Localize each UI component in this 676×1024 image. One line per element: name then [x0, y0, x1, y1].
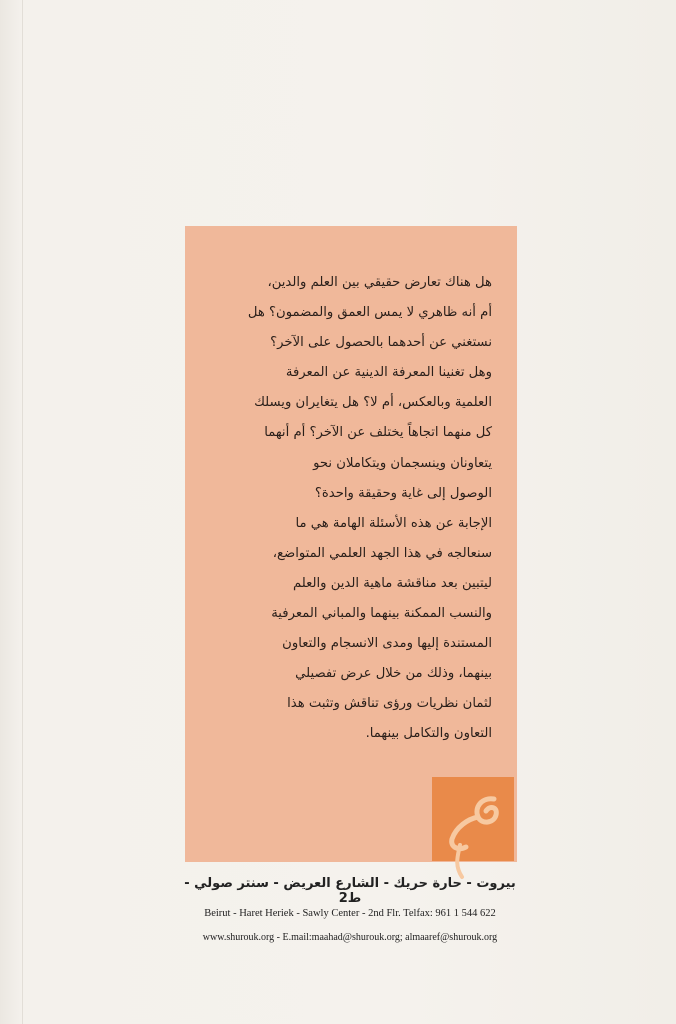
- blurb-line: وهل تغنينا المعرفة الدينية عن المعرفة: [285, 365, 492, 381]
- contact-line: www.shurouk.org - E.mail:maahad@shurouk.org; almaaref@shurouk.org: [202, 932, 498, 943]
- blurb-line: كل منهما اتجاهاً يختلف عن الآخر؟ أم أنهما: [264, 425, 492, 441]
- blurb-line: أم أنه ظاهري لا يمس العمق والمضمون؟ هل: [247, 305, 492, 321]
- blurb-line: والنسب الممكنة بينهما والمباني المعرفية: [271, 606, 492, 622]
- address-arabic: بيروت - حارة حريك - الشارع العريض - سنتر صولي - ط2: [184, 876, 516, 906]
- blurb-line: ليتبين بعد مناقشة ماهية الدين والعلم: [292, 575, 492, 591]
- publisher-logo: [432, 777, 514, 861]
- blurb-line: سنعالجه في هذا الجهد العلمي المتواضع،: [272, 545, 492, 561]
- logo-mark-icon: [432, 777, 514, 887]
- blurb-line: العلمية وبالعكس، أم لا؟ هل يتغايران ويسلك: [254, 395, 492, 411]
- address-english: Beirut - Haret Heriek - Sawly Center - 2nd Flr. Telfax: 961 1 544 622: [204, 908, 496, 919]
- blurb-text: [210, 268, 492, 750]
- blurb-line: التعاون والتكامل بينهما.: [365, 726, 492, 742]
- blurb-line: الإجابة عن هذه الأسئلة الهامة هي ما: [295, 515, 492, 531]
- blurb-line: الوصول إلى غاية وحقيقة واحدة؟: [314, 485, 492, 501]
- blurb-line: بينهما، وذلك من خلال عرض تفصيلي: [295, 666, 492, 682]
- blurb-line: يتعاونان وينسجمان ويتكاملان نحو: [313, 455, 492, 471]
- blurb-line: المستندة إليها ومدى الانسجام والتعاون: [282, 636, 492, 652]
- blurb-line: هل هناك تعارض حقيقي بين العلم والدين،: [267, 275, 492, 290]
- blurb-line: نستغني عن أحدهما بالحصول على الآخر؟: [270, 335, 492, 351]
- spine-edge: [22, 0, 23, 1024]
- blurb-line: لثمان نظريات ورؤى تناقش وتثبت هذا: [287, 696, 492, 712]
